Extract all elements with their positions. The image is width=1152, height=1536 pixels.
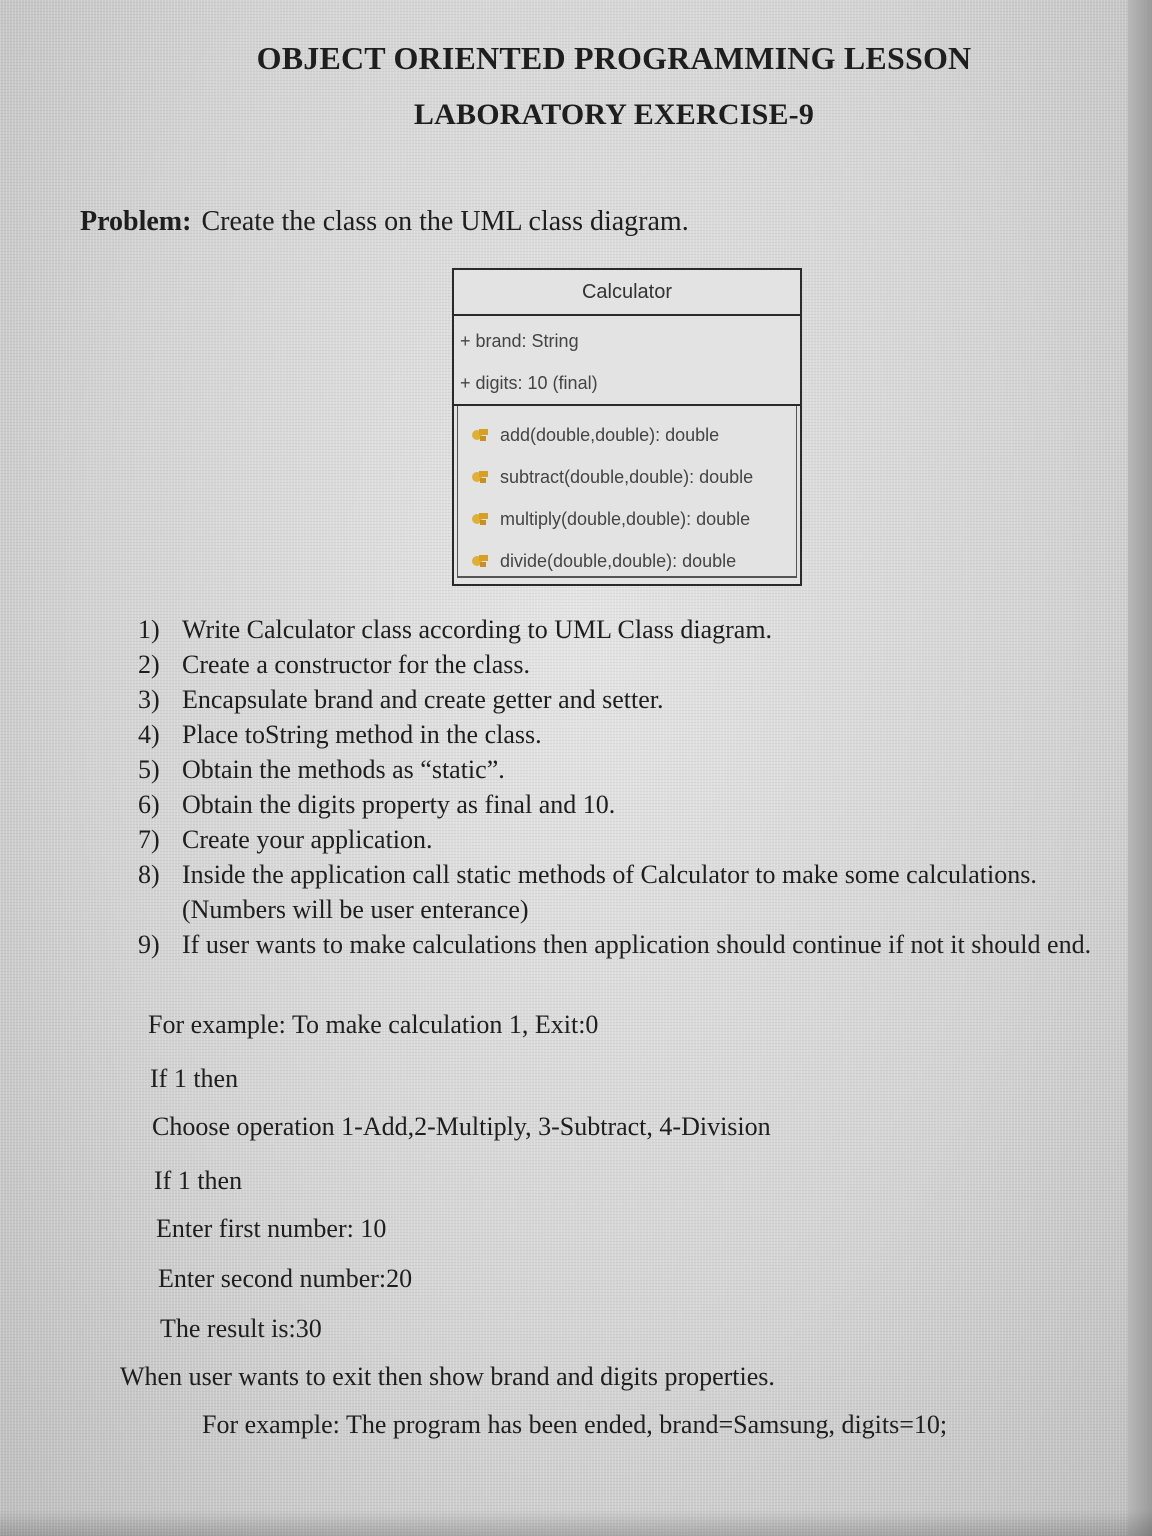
method-icon [470,425,490,445]
task-number: 9) [138,930,160,959]
list-item [138,612,1108,647]
task-number: 1) [138,615,160,644]
example-if-1: If 1 then [150,1064,239,1093]
example-intro: For example: To make calculation 1, Exit:0 [148,1010,599,1039]
example-first-number: Enter first number: 10 [156,1214,387,1243]
example-result: The result is:30 [160,1314,322,1343]
task-text: Encapsulate brand and create getter and setter. [182,685,664,714]
uml-class-name: Calculator [454,270,800,316]
task-number: 7) [138,825,160,854]
uml-attribute-digits: + digits: 10 (final) [460,373,598,393]
method-icon [470,509,490,529]
list-item [138,857,1108,927]
task-text: Obtain the methods as “static”. [182,755,505,784]
list-item [138,752,1108,787]
method-icon [470,467,490,487]
task-number: 5) [138,755,160,784]
problem-label: Problem: [80,206,192,237]
uml-method-multiply [458,498,796,540]
uml-attribute-brand: + brand: String [460,331,579,351]
problem-text: Create the class on the UML class diagram. [201,206,689,237]
page-bottom-shadow [0,1510,1152,1536]
task-number: 2) [138,650,160,679]
task-text: Create your application. [182,825,433,854]
uml-method-label: subtract(double,double): double [500,467,754,487]
task-number: 4) [138,720,160,749]
example-if-2: If 1 then [154,1166,243,1195]
task-number: 6) [138,790,160,819]
page-edge-shadow [1128,0,1152,1536]
task-text: If user wants to make calculations then application should continue if not it should end. [182,930,1092,959]
list-item [138,647,1108,682]
task-number: 8) [138,860,160,889]
list-item [138,927,1108,962]
example-choose-operation: Choose operation 1-Add,2-Multiply, 3-Subtract, 4-Division [152,1112,771,1141]
example-second-number: Enter second number:20 [158,1264,413,1293]
uml-method-add [458,414,796,456]
uml-method-subtract [458,456,796,498]
task-list [138,612,1108,962]
page-title: OBJECT ORIENTED PROGRAMMING LESSON [256,40,972,76]
list-item [138,787,1108,822]
task-text: Write Calculator class according to UML Class diagram. [182,615,773,644]
list-item [138,717,1108,752]
task-text: Place toString method in the class. [182,720,542,749]
uml-method-divide [458,540,796,582]
task-text: Obtain the digits property as final and 10. [182,790,616,819]
problem-statement [80,206,689,238]
list-item [138,822,1108,857]
uml-class-diagram [452,268,802,586]
uml-methods [457,406,797,578]
method-icon [470,551,490,571]
uml-method-label: add(double,double): double [500,425,720,445]
task-number: 3) [138,685,160,714]
uml-attributes [454,316,800,406]
page-subtitle: LABORATORY EXERCISE-9 [413,98,815,131]
task-text: Create a constructor for the class. [182,650,530,679]
exit-note: When user wants to exit then show brand and digits properties. [120,1362,775,1391]
list-item [138,682,1108,717]
task-text: Inside the application call static methods of Calculator to make some calculations. (Numbers will be user enterance) [182,860,1037,924]
exit-example: For example: The program has been ended, brand=Samsung, digits=10; [202,1410,948,1439]
uml-method-label: divide(double,double): double [500,551,737,571]
uml-method-label: multiply(double,double): double [500,509,751,529]
